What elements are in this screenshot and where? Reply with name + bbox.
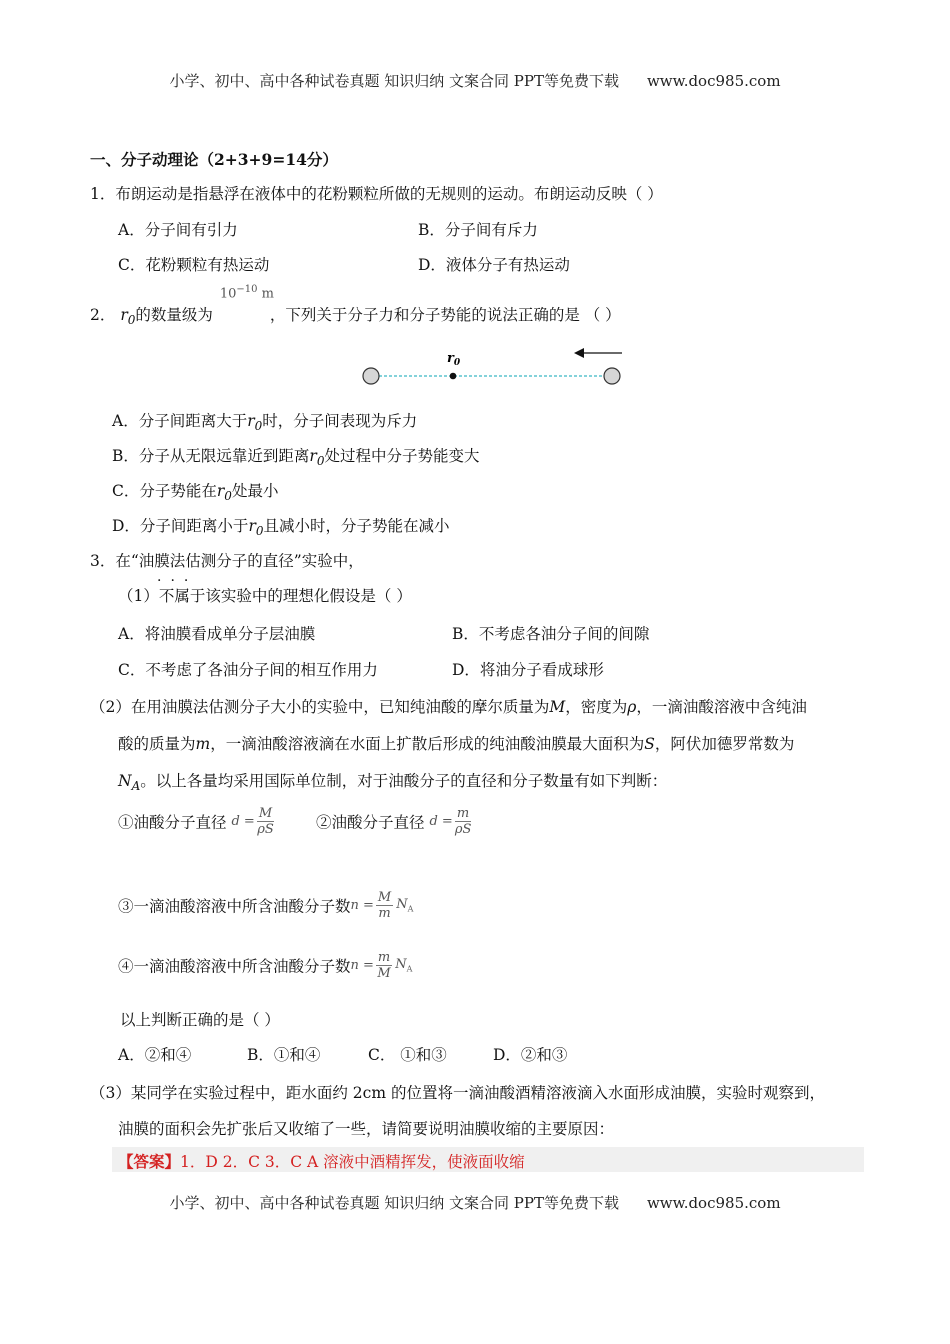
q2-r0: $r_0$ [120, 306, 136, 328]
q3-part1-option-b: B．不考虑各油分子间的间隙 [452, 625, 650, 643]
q3-part2-option-a: A．②和④ [118, 1046, 192, 1064]
q3-part2-line3: $N_A$。以上各量均采用国际单位制，对于油酸分子的直径和分子数量有如下判断： [118, 772, 668, 794]
q2-stem-b: ，下列关于分子力和分子势能的说法正确的是 （ ） [269, 306, 621, 324]
q2-option-b: B．分子从无限远靠近到距离$r_0$处过程中分子势能变大 [112, 447, 480, 469]
answer-line [118, 1150, 525, 1172]
q3-part1-option-c: C．不考虑了各油分子间的相互作用力 [118, 661, 378, 679]
q2-arrow-head [574, 348, 584, 358]
q1-option-b: B．分子间有斥力 [418, 221, 538, 239]
q2-fixed-molecule [363, 368, 379, 384]
q1-option-d: D．液体分子有热运动 [418, 256, 570, 274]
q3-part1-option-d: D．将油分子看成球形 [452, 661, 604, 679]
q2-r0-point [450, 373, 457, 380]
formula-n-M-m: $\frac{M}{m}$ [377, 890, 392, 921]
page-header [0, 70, 950, 91]
q2-option-c: C．分子势能在$r_0$处最小 [112, 482, 279, 504]
footer-url[interactable]: www.doc985.com [646, 1194, 781, 1212]
page-footer [0, 1192, 950, 1213]
q2-power: $10^{-10}$ m [219, 284, 274, 302]
q3-part2-option-c: C． ①和③ [368, 1046, 447, 1064]
q3-judgement-4: ④一滴油酸溶液中所含油酸分子数n = $\frac{m}{M}$ $N_A$ [118, 950, 413, 981]
q2-stem [90, 284, 621, 328]
header-text: 小学、初中、高中各种试卷真题 知识归纳 文案合同 PPT等免费下载 [169, 72, 619, 90]
q2-fig-label: $r_0$ [447, 351, 461, 368]
q3-part2-line2: 酸的质量为m，一滴油酸溶液滴在水面上扩散后形成的纯油酸油膜最大面积为S，阿伏加德罗常数为 [118, 735, 795, 753]
q3-conclusion: 以上判断正确的是（ ） [120, 1011, 280, 1029]
q2-number: 2． [90, 306, 116, 324]
q3-judgement-2: ②油酸分子直径 d = $\frac{m}{\rho S}$ [316, 806, 472, 837]
answer-label: 【答案】 [118, 1152, 181, 1171]
formula-d-m-rhoS: $\frac{m}{\rho S}$ [454, 806, 472, 837]
q3-part1-stem: （1）不属于该实验中的理想化假设是（ ） [118, 587, 412, 605]
q3-emphasis-dots: ··· [157, 573, 198, 589]
q3-part3-line2: 油膜的面积会先扩张后又收缩了一些，请简要说明油膜收缩的主要原因： [118, 1120, 615, 1138]
q3-stem: 3．在“油膜法估测分子的直径”实验中， [90, 552, 364, 570]
q3-part2-option-b: B．①和④ [247, 1046, 321, 1064]
q1-stem: 1．布朗运动是指悬浮在液体中的花粉颗粒所做的无规则的运动。布朗运动反映（ ） [90, 185, 663, 203]
q3-part2-line1: （2）在用油膜法估测分子大小的实验中，已知纯油酸的摩尔质量为M，密度为ρ，一滴油酸溶液中含纯油 [90, 698, 807, 716]
header-url[interactable]: www.doc985.com [646, 72, 781, 90]
section-title: 一、分子动理论（2+3+9=14分） [90, 150, 338, 169]
formula-n-m-M: $\frac{m}{M}$ [377, 950, 391, 981]
answer-text: 1．D 2．C 3．C A 溶液中酒精挥发，使液面收缩 [180, 1153, 525, 1171]
footer-text: 小学、初中、高中各种试卷真题 知识归纳 文案合同 PPT等免费下载 [169, 1194, 619, 1212]
q3-judgement-1: ①油酸分子直径 d = $\frac{M}{\rho S}$ [118, 806, 274, 837]
q1-option-c: C．花粉颗粒有热运动 [118, 256, 270, 274]
formula-d-M-rhoS: $\frac{M}{\rho S}$ [257, 806, 274, 837]
q3-part1-option-a: A．将油膜看成单分子层油膜 [118, 625, 316, 643]
q2-molecule-figure [355, 343, 630, 393]
q3-judgement-3: ③一滴油酸溶液中所含油酸分子数n = $\frac{M}{m}$ $N_A$ [118, 890, 414, 921]
q3-part2-option-d: D．②和③ [493, 1046, 568, 1064]
q2-stem-a: 的数量级为 [135, 306, 213, 324]
q3-part3-line1: （3）某同学在实验过程中，距水面约 2cm 的位置将一滴油酸酒精溶液滴入水面形成油膜，实验时观察到， [90, 1084, 825, 1102]
q2-moving-molecule [604, 368, 620, 384]
q2-option-a: A．分子间距离大于$r_0$时，分子间表现为斥力 [112, 412, 418, 434]
q2-option-d: D．分子间距离小于$r_0$且减小时，分子势能在减小 [112, 517, 450, 539]
q1-option-a: A．分子间有引力 [118, 221, 238, 239]
